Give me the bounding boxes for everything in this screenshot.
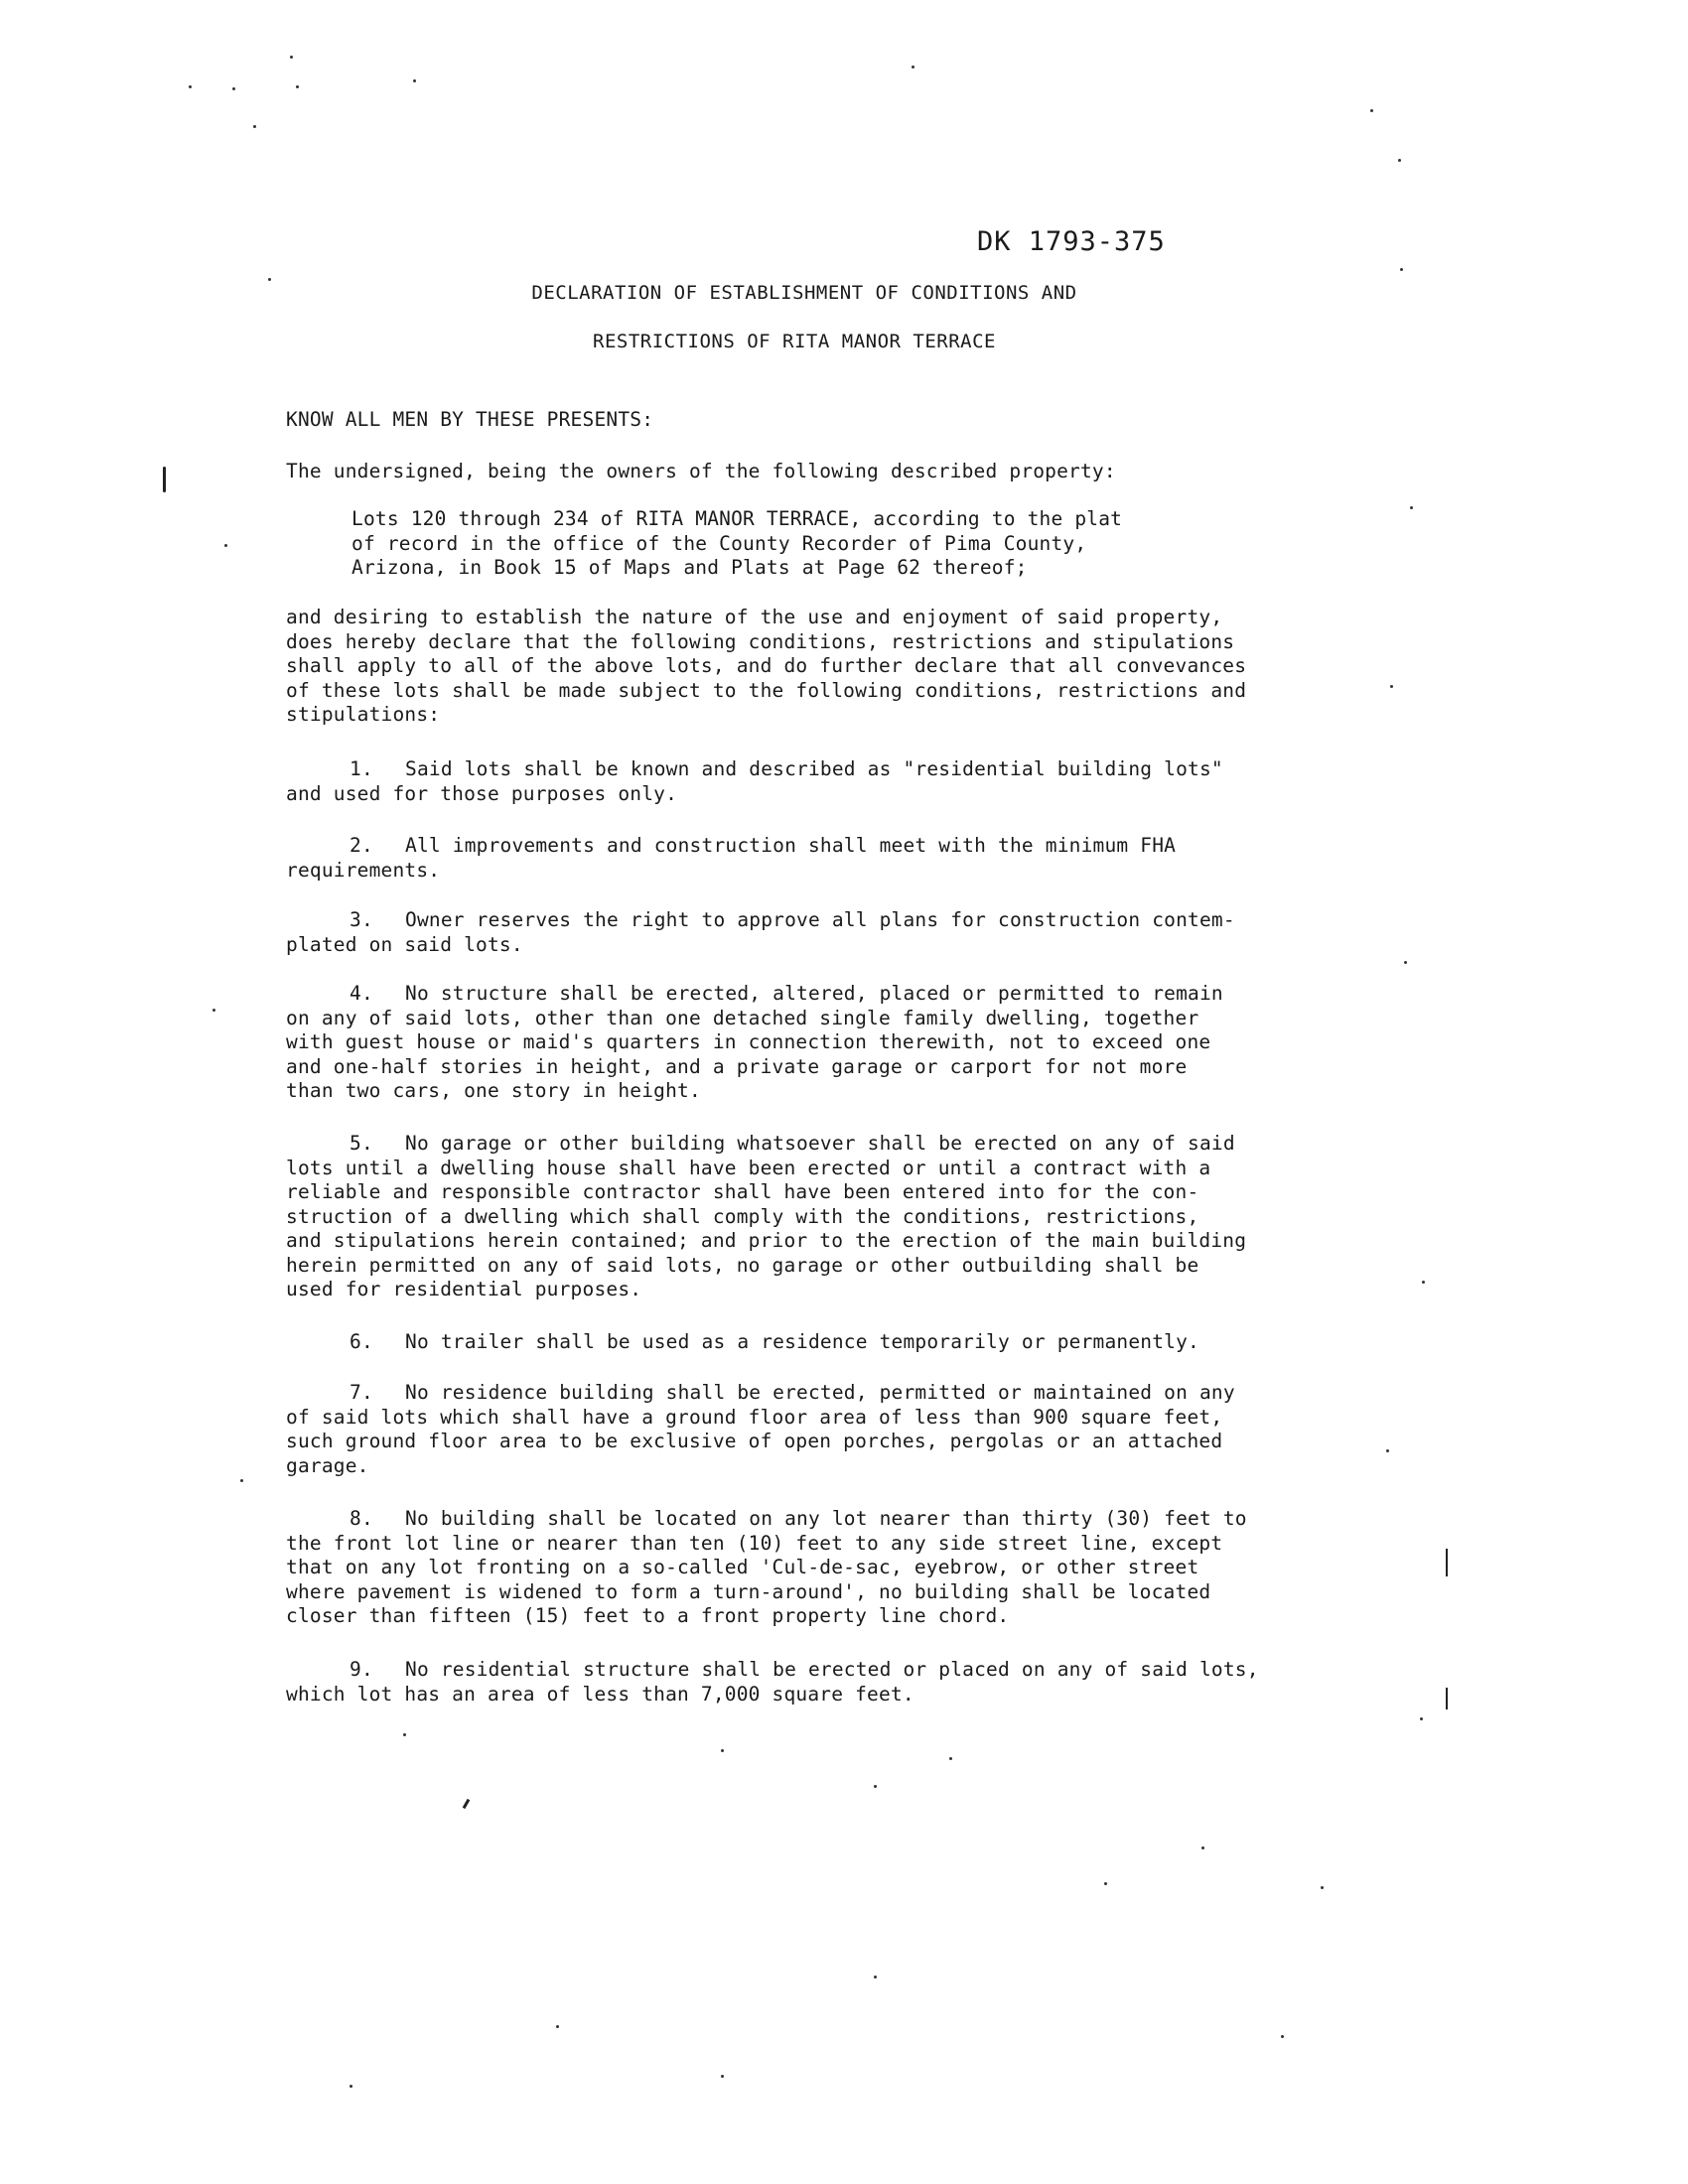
- restriction-line: the front lot line or nearer than ten (10) feet to any side street line, except: [286, 1531, 1223, 1555]
- restriction-line: No garage or other building whatsoever shall be erected on any of said: [405, 1132, 1235, 1155]
- restriction-4: [286, 982, 1338, 1104]
- restriction-line: and stipulations herein contained; and prior to the erection of the main building: [286, 1229, 1247, 1252]
- restriction-line: and one-half stories in height, and a private garage or carport for not more: [286, 1054, 1188, 1078]
- preamble-line: of these lots shall be made subject to the following conditions, restrictions and: [286, 678, 1247, 702]
- restriction-number: 6.: [350, 1330, 373, 1353]
- preamble-line: and desiring to establish the nature of the use and enjoyment of said property,: [286, 606, 1223, 628]
- intro-statement: The undersigned, being the owners of the following described property:: [286, 460, 1116, 482]
- restriction-7: [286, 1381, 1338, 1478]
- restriction-line: reliable and responsible contractor shall have been entered into for the con-: [286, 1180, 1199, 1203]
- restriction-number: 3.: [350, 908, 373, 931]
- restriction-line: No building shall be located on any lot nearer than thirty (30) feet to: [405, 1507, 1247, 1530]
- restriction-line: plated on said lots.: [286, 932, 523, 956]
- restriction-line: used for residential purposes.: [286, 1278, 642, 1300]
- restriction-line: such ground floor area to be exclusive of open porches, pergolas or an attached: [286, 1430, 1223, 1452]
- restriction-line: where pavement is widened to form a turn-around', no building shall be located: [286, 1579, 1211, 1603]
- restriction-line: which lot has an area of less than 7,000 square feet.: [286, 1682, 914, 1706]
- restriction-number: 8.: [350, 1507, 373, 1530]
- book-page-reference: DK 1793-375: [977, 226, 1166, 257]
- restriction-9: [286, 1658, 1338, 1706]
- preamble-line: shall apply to all of the above lots, and do further declare that all convevances: [286, 654, 1247, 677]
- preamble: [286, 606, 1338, 728]
- salutation: KNOW ALL MEN BY THESE PRESENTS:: [286, 408, 654, 431]
- restriction-line: lots until a dwelling house shall have been erected or until a contract with a: [286, 1156, 1211, 1179]
- restriction-line: herein permitted on any of said lots, no garage or other outbuilding shall be: [286, 1253, 1199, 1277]
- restriction-line: and used for those purposes only.: [286, 781, 678, 805]
- restriction-line: of said lots which shall have a ground floor area of less than 900 square feet,: [286, 1405, 1223, 1429]
- preamble-line: stipulations:: [286, 703, 441, 726]
- restriction-line: No residential structure shall be erected or placed on any of said lots,: [405, 1658, 1259, 1681]
- restriction-5: [286, 1132, 1338, 1302]
- property-description-line: Arizona, in Book 15 of Maps and Plats at Page 62 thereof;: [352, 556, 1028, 579]
- restriction-number: 1.: [350, 757, 373, 780]
- restriction-line: that on any lot fronting on a so-called 'Cul-de-sac, eyebrow, or other street: [286, 1556, 1199, 1578]
- restriction-3: [286, 908, 1338, 957]
- document-title-line-2: RESTRICTIONS OF RITA MANOR TERRACE: [593, 331, 996, 352]
- preamble-line: does hereby declare that the following conditions, restrictions and stipulations: [286, 629, 1235, 653]
- document-title-line-1: DECLARATION OF ESTABLISHMENT OF CONDITIONS AND: [531, 282, 1077, 304]
- restriction-number: 4.: [350, 982, 373, 1005]
- restriction-line: closer than fifteen (15) feet to a front property line chord.: [286, 1604, 1010, 1627]
- restriction-line: garage.: [286, 1453, 369, 1477]
- restriction-line: struction of a dwelling which shall comply with the conditions, restrictions,: [286, 1204, 1199, 1228]
- restriction-line: with guest house or maid's quarters in connection therewith, not to exceed one: [286, 1030, 1211, 1053]
- restriction-line: All improvements and construction shall meet with the minimum FHA: [405, 834, 1177, 857]
- restriction-number: 2.: [350, 834, 373, 857]
- restriction-line: Owner reserves the right to approve all plans for construction contem-: [405, 908, 1235, 931]
- restriction-6: [286, 1330, 1338, 1355]
- restriction-line: No residence building shall be erected, permitted or maintained on any: [405, 1381, 1235, 1404]
- restriction-line: than two cars, one story in height.: [286, 1079, 701, 1102]
- restriction-line: Said lots shall be known and described as "residential building lots": [405, 757, 1223, 780]
- restriction-1: [286, 757, 1338, 806]
- restriction-line: No structure shall be erected, altered, placed or permitted to remain: [405, 982, 1223, 1005]
- restriction-2: [286, 834, 1338, 883]
- property-description-line: of record in the office of the County Recorder of Pima County,: [352, 531, 1087, 555]
- property-description: [352, 507, 1225, 581]
- property-description-line: Lots 120 through 234 of RITA MANOR TERRACE, according to the plat: [352, 507, 1123, 530]
- restriction-8: [286, 1507, 1338, 1629]
- restriction-line: on any of said lots, other than one detached single family dwelling, together: [286, 1006, 1199, 1029]
- restriction-line: requirements.: [286, 858, 441, 882]
- restriction-number: 9.: [350, 1658, 373, 1681]
- restriction-number: 5.: [350, 1132, 373, 1155]
- restriction-line: No trailer shall be used as a residence temporarily or permanently.: [405, 1330, 1199, 1353]
- restriction-number: 7.: [350, 1381, 373, 1404]
